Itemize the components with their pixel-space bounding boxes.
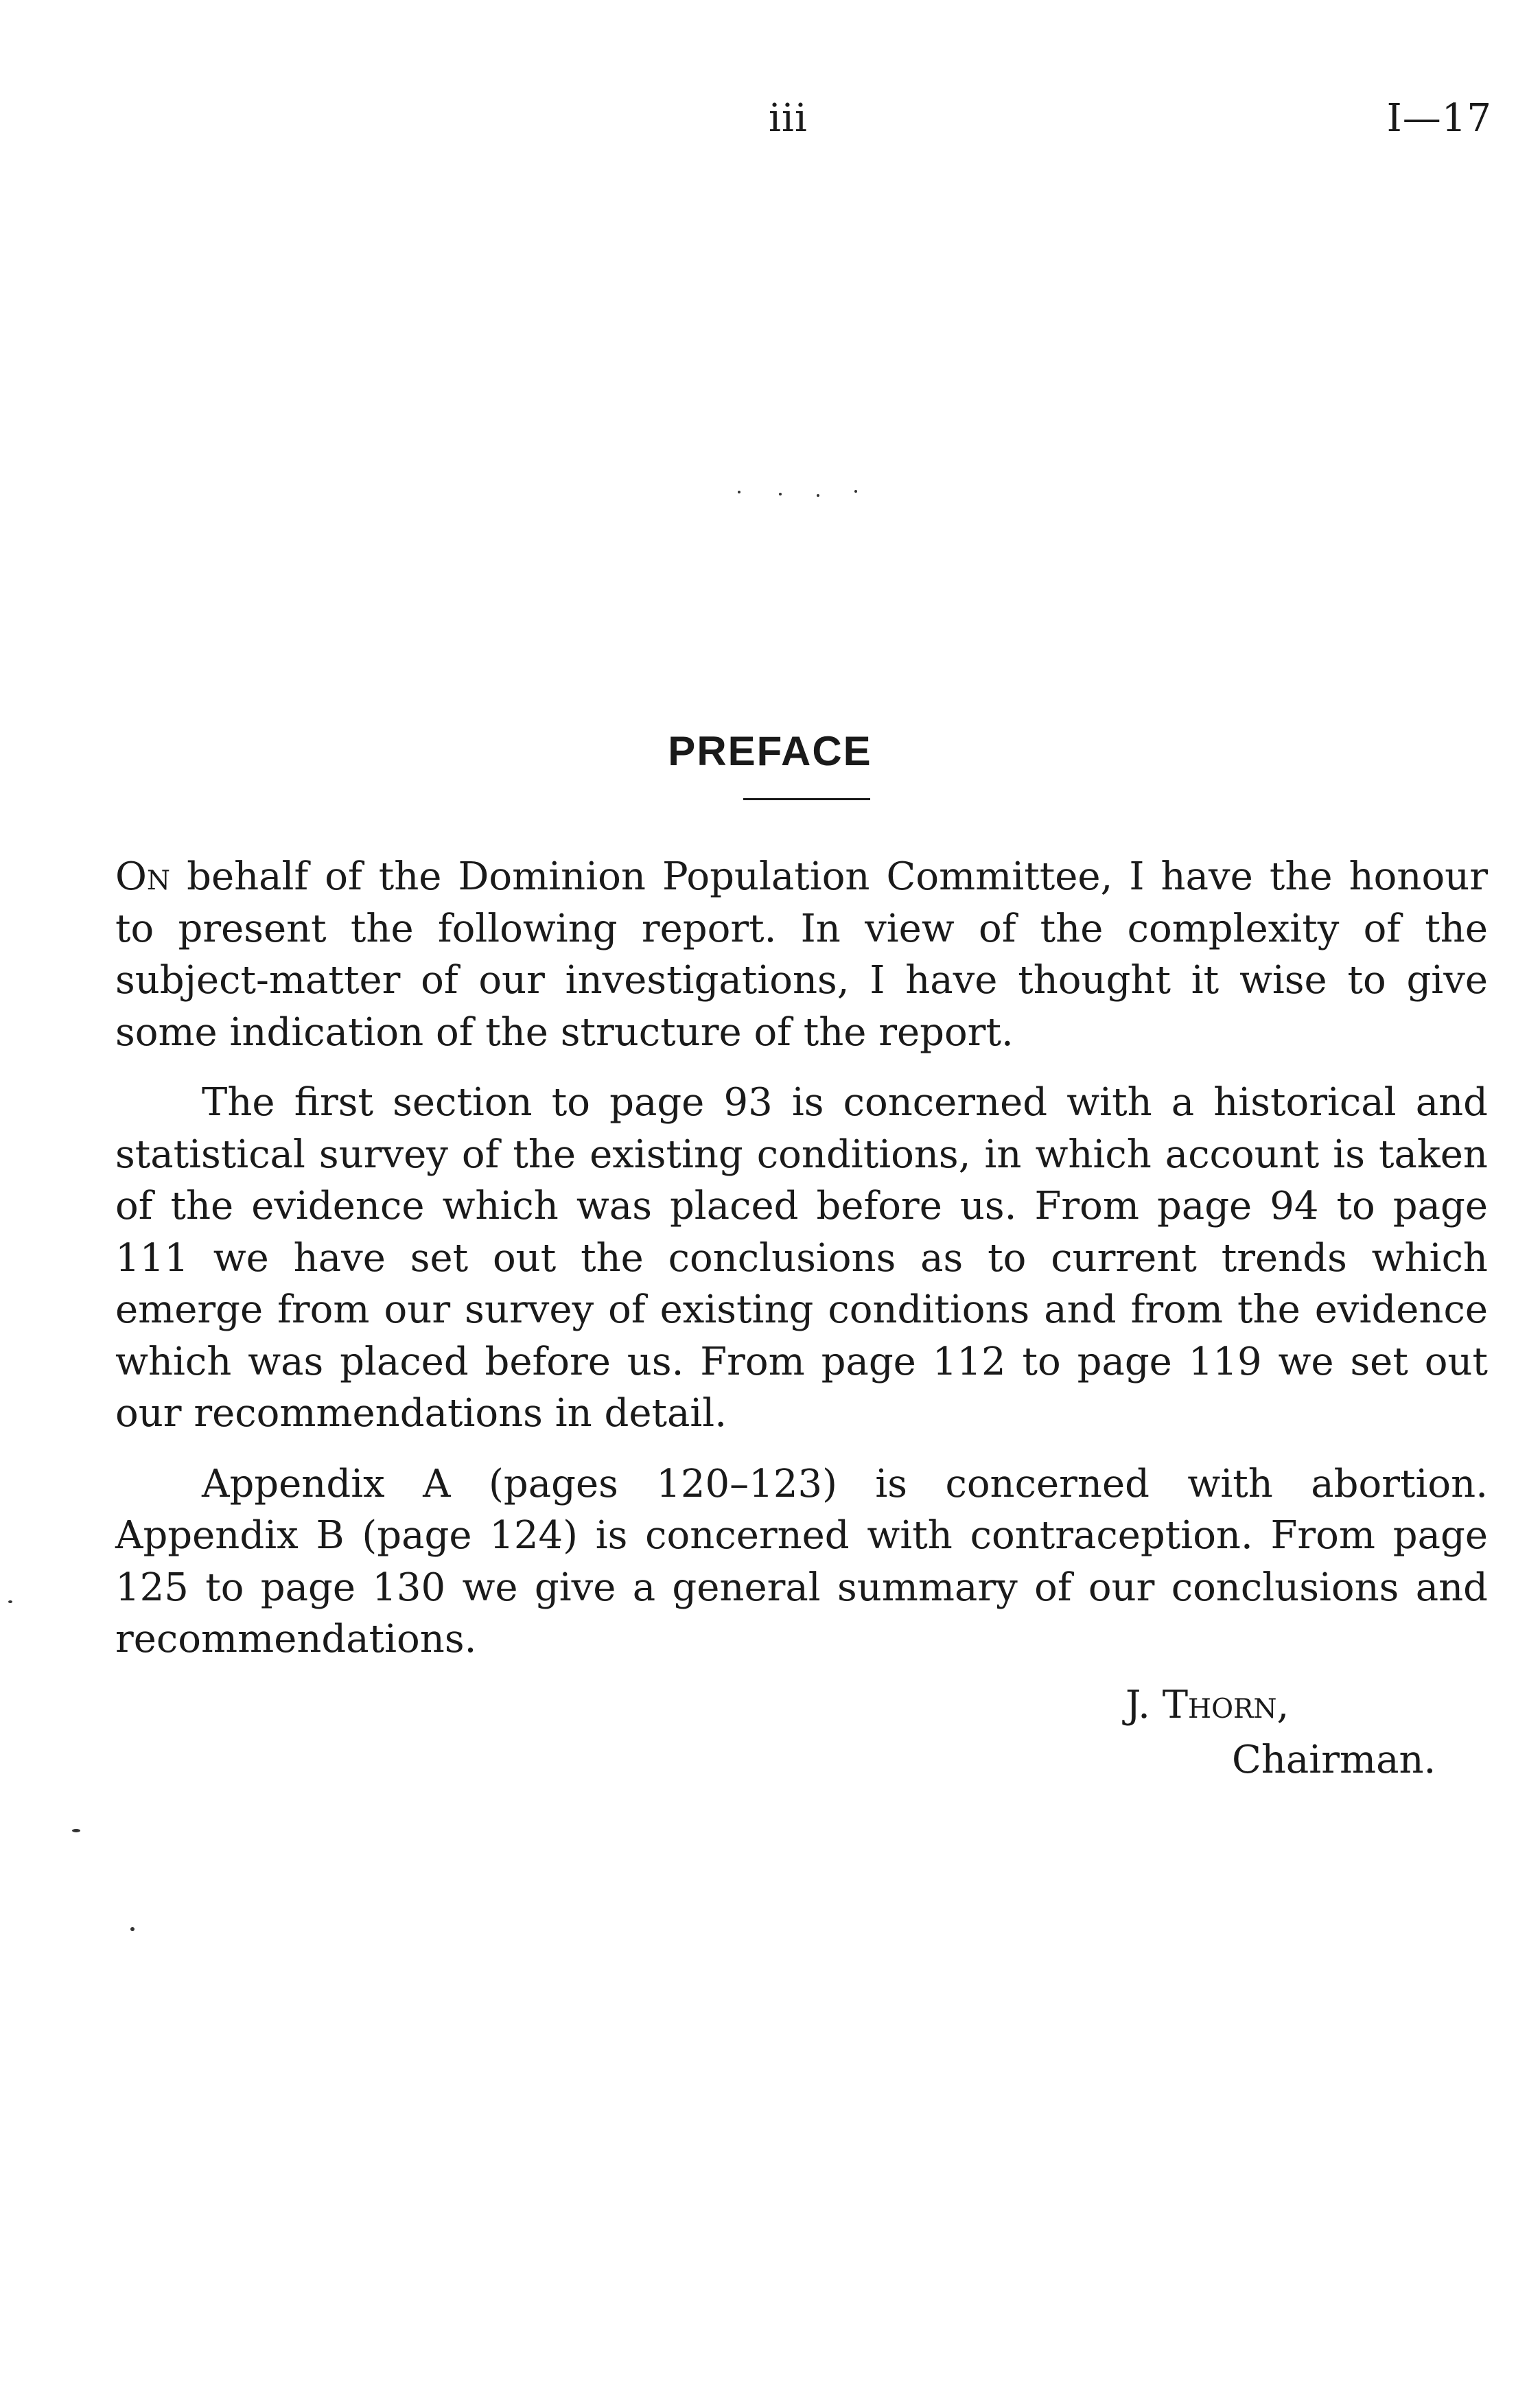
paragraph-1 [115,851,1488,1058]
signature-surname: Thorn [1162,1683,1277,1727]
scan-speck [817,494,819,497]
preface-body [115,851,1488,1684]
signature-name [1125,1678,1436,1733]
signature-block [1125,1678,1436,1788]
scan-speck [72,1829,80,1832]
signature-suffix: , [1276,1683,1290,1727]
signature-role: Chairman. [1232,1738,1436,1782]
paragraph-3: Appendix A (pages 120–123) is concerned with abortion. Appendix B (page 124) is concerned with contraception. From page 125 to page 130 we give a general summary of our conclusions and recommendations. [115,1461,1488,1661]
paragraph-1-opening: On [115,854,171,899]
document-reference: I—17 [1386,96,1492,141]
scan-speck [8,1600,12,1603]
page-title: PREFACE [668,728,872,775]
paragraph-2: The first section to page 93 is concerned with a historical and statistical survey of the existing conditions, in which account is taken of the evidence which was placed before us. From page 94 to page 111 we have set out the conclusions as to current trends which emerge from our survey of existing conditions and from the evidence which was placed before us. From page 112 to page 119 we set out our recommendations in detail. [115,1080,1488,1436]
signature-initial: J. [1125,1683,1163,1727]
scan-speck [130,1927,135,1931]
title-rule [743,798,870,800]
paragraph-1-text: behalf of the Dominion Population Committee, I have the honour to present the following report. In view of the complexity of the subject-matter of our investigations, I have thought it wise to give some indication of the structure of the report. [115,854,1488,1055]
scan-speck [738,491,740,493]
scan-speck [854,490,857,493]
page-number: iii [769,96,808,141]
scan-speck [779,493,782,495]
